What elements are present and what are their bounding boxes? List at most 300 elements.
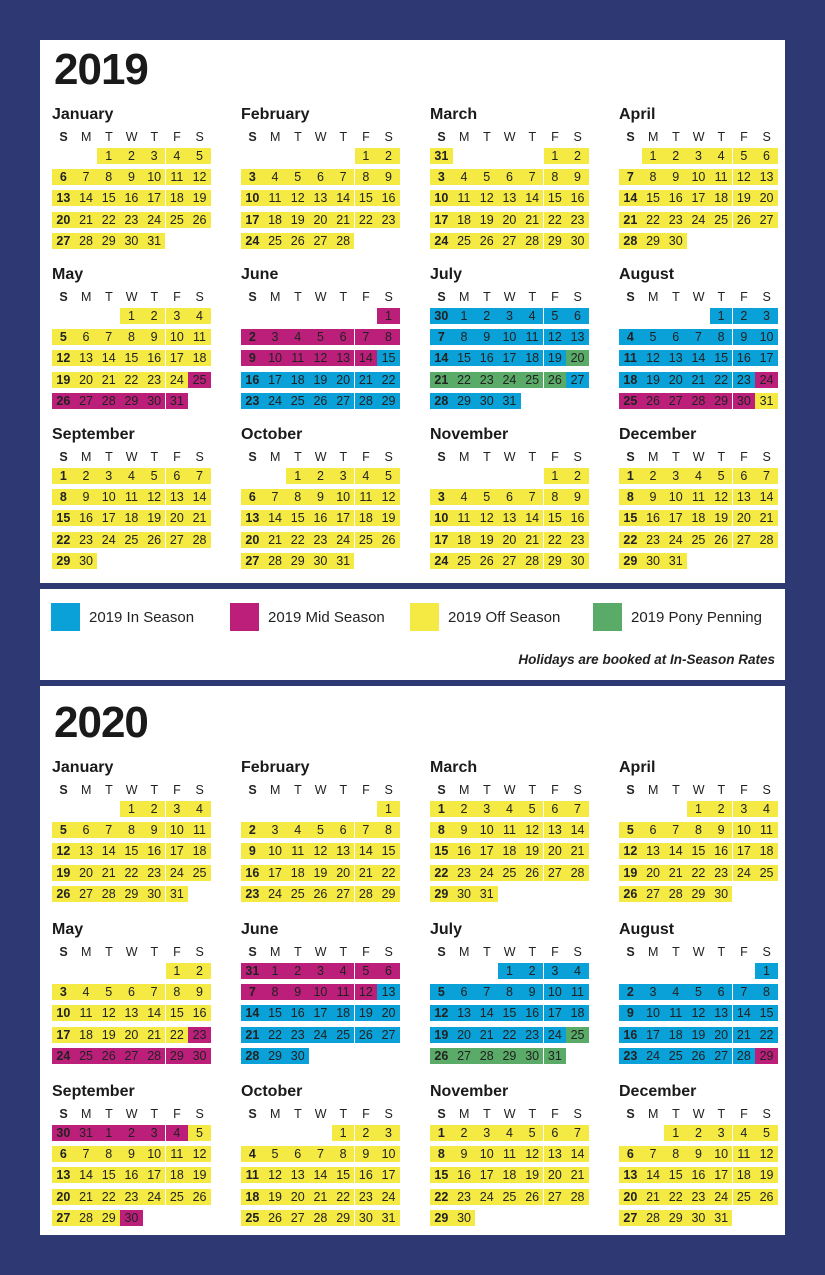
calendar-day: 17 bbox=[143, 1167, 166, 1183]
calendar-day: 30 bbox=[521, 1048, 544, 1064]
calendar-day: 5 bbox=[544, 308, 567, 324]
calendar-day: 25 bbox=[286, 393, 309, 409]
calendar-day: 21 bbox=[75, 212, 98, 228]
weekday-header: F bbox=[551, 130, 559, 144]
calendar-day: 3 bbox=[264, 329, 287, 345]
calendar-day: 2 bbox=[241, 329, 264, 345]
calendar-day: 21 bbox=[188, 510, 211, 526]
calendar-day: 15 bbox=[430, 843, 453, 859]
calendar-day: 18 bbox=[332, 1005, 355, 1021]
calendar-day: 8 bbox=[687, 822, 710, 838]
weekday-header: S bbox=[59, 945, 68, 959]
calendar-day: 29 bbox=[52, 553, 75, 569]
calendar-day: 19 bbox=[475, 532, 498, 548]
weekday-header: W bbox=[692, 450, 705, 464]
calendar-day: 21 bbox=[241, 1027, 264, 1043]
calendar-day: 21 bbox=[75, 1189, 98, 1205]
calendar-day: 16 bbox=[143, 843, 166, 859]
calendar-day: 1 bbox=[619, 468, 642, 484]
calendar-day: 24 bbox=[755, 372, 778, 388]
weekday-header: S bbox=[59, 783, 68, 797]
legend-label: 2019 Mid Season bbox=[268, 609, 385, 626]
weekday-header: M bbox=[647, 945, 659, 959]
calendar-day: 25 bbox=[521, 372, 544, 388]
calendar-day: 17 bbox=[687, 190, 710, 206]
calendar-day: 5 bbox=[430, 984, 453, 1000]
calendar-day: 31 bbox=[143, 233, 166, 249]
weekday-header: S bbox=[195, 450, 204, 464]
month-name: January bbox=[52, 106, 114, 123]
weekday-header: S bbox=[384, 130, 393, 144]
calendar-day: 24 bbox=[475, 1189, 498, 1205]
calendar-day: 22 bbox=[355, 212, 378, 228]
calendar-day: 23 bbox=[521, 1027, 544, 1043]
calendar-day: 15 bbox=[332, 1167, 355, 1183]
weekday-header: T bbox=[150, 783, 159, 797]
weekday-header: M bbox=[647, 783, 659, 797]
calendar-day: 11 bbox=[498, 822, 521, 838]
calendar-day: 20 bbox=[544, 1167, 567, 1183]
calendar-day: 4 bbox=[664, 984, 687, 1000]
month-name: March bbox=[430, 106, 478, 123]
calendar-day: 1 bbox=[430, 801, 453, 817]
weekday-header: S bbox=[384, 1107, 393, 1121]
in-season-swatch bbox=[51, 603, 80, 631]
calendar-day: 24 bbox=[166, 372, 189, 388]
calendar-day: 22 bbox=[166, 1027, 189, 1043]
calendar-day: 5 bbox=[475, 489, 498, 505]
calendar-day: 19 bbox=[309, 865, 332, 881]
calendar-day: 4 bbox=[286, 329, 309, 345]
weekday-header: S bbox=[59, 450, 68, 464]
calendar-day: 28 bbox=[566, 1189, 589, 1205]
calendar-day: 21 bbox=[521, 212, 544, 228]
calendar-day: 27 bbox=[241, 553, 264, 569]
calendar-day: 8 bbox=[642, 169, 665, 185]
calendar-day: 11 bbox=[286, 843, 309, 859]
month-name: March bbox=[430, 759, 478, 776]
calendar-day: 28 bbox=[475, 1048, 498, 1064]
calendar-day: 10 bbox=[664, 489, 687, 505]
calendar-day: 17 bbox=[544, 1005, 567, 1021]
weekday-header: T bbox=[672, 290, 680, 304]
calendar-day: 16 bbox=[143, 350, 166, 366]
month-april bbox=[619, 106, 799, 260]
calendar-day: 3 bbox=[687, 148, 710, 164]
calendar-day: 4 bbox=[264, 169, 287, 185]
calendar-day: 7 bbox=[733, 984, 756, 1000]
calendar-day: 14 bbox=[309, 1167, 332, 1183]
weekday-header: T bbox=[672, 130, 680, 144]
calendar-day: 17 bbox=[642, 1027, 665, 1043]
calendar-day: 16 bbox=[286, 1005, 309, 1021]
calendar-day: 14 bbox=[566, 1146, 589, 1162]
weekday-header: S bbox=[437, 130, 446, 144]
calendar-day: 24 bbox=[52, 1048, 75, 1064]
calendar-day: 20 bbox=[75, 865, 98, 881]
calendar-day: 23 bbox=[566, 532, 589, 548]
calendar-day: 10 bbox=[642, 1005, 665, 1021]
weekday-header: T bbox=[294, 945, 302, 959]
calendar-day: 10 bbox=[687, 169, 710, 185]
weekday-header: T bbox=[150, 130, 159, 144]
calendar-day: 13 bbox=[453, 1005, 476, 1021]
calendar-day: 13 bbox=[544, 822, 567, 838]
calendar-day: 28 bbox=[97, 393, 120, 409]
calendar-day: 7 bbox=[687, 329, 710, 345]
weekday-header: M bbox=[647, 1107, 659, 1121]
calendar-day: 21 bbox=[755, 510, 778, 526]
calendar-day: 30 bbox=[75, 553, 98, 569]
calendar-day: 5 bbox=[97, 984, 120, 1000]
weekday-header: S bbox=[573, 290, 582, 304]
calendar-day: 4 bbox=[188, 801, 211, 817]
calendar-day: 4 bbox=[710, 148, 733, 164]
calendar-day: 27 bbox=[664, 393, 687, 409]
calendar-day: 11 bbox=[355, 489, 378, 505]
month-name: December bbox=[619, 426, 697, 443]
month-name: November bbox=[430, 1083, 509, 1100]
calendar-day: 13 bbox=[52, 1167, 75, 1183]
calendar-day: 8 bbox=[52, 489, 75, 505]
calendar-day: 17 bbox=[710, 1167, 733, 1183]
calendar-day: 7 bbox=[97, 822, 120, 838]
calendar-day: 11 bbox=[166, 1146, 189, 1162]
calendar-day: 24 bbox=[143, 1189, 166, 1205]
calendar-day: 3 bbox=[241, 169, 264, 185]
calendar-day: 2 bbox=[355, 1125, 378, 1141]
calendar-day: 24 bbox=[264, 886, 287, 902]
month-name: September bbox=[52, 426, 135, 443]
calendar-day: 20 bbox=[642, 865, 665, 881]
calendar-day: 6 bbox=[52, 169, 75, 185]
calendar-day: 23 bbox=[120, 212, 143, 228]
calendar-day: 17 bbox=[755, 350, 778, 366]
calendar-day: 22 bbox=[687, 865, 710, 881]
calendar-day: 14 bbox=[687, 350, 710, 366]
calendar-day: 27 bbox=[52, 1210, 75, 1226]
weekday-header: S bbox=[384, 450, 393, 464]
calendar-day: 5 bbox=[52, 329, 75, 345]
calendar-day: 23 bbox=[309, 532, 332, 548]
calendar-day: 16 bbox=[241, 865, 264, 881]
calendar-day: 17 bbox=[332, 510, 355, 526]
weekday-header: S bbox=[384, 290, 393, 304]
calendar-day: 28 bbox=[521, 553, 544, 569]
calendar-day: 25 bbox=[241, 1210, 264, 1226]
month-december bbox=[619, 426, 799, 580]
calendar-day: 26 bbox=[143, 532, 166, 548]
calendar-day: 20 bbox=[166, 510, 189, 526]
weekday-header: W bbox=[692, 945, 705, 959]
calendar-day: 9 bbox=[521, 984, 544, 1000]
calendar-day: 18 bbox=[498, 1167, 521, 1183]
calendar-day: 27 bbox=[733, 532, 756, 548]
calendar-day: 9 bbox=[642, 489, 665, 505]
calendar-day: 12 bbox=[188, 1146, 211, 1162]
calendar-day: 8 bbox=[120, 822, 143, 838]
calendar-day: 18 bbox=[188, 843, 211, 859]
calendar-day: 1 bbox=[166, 963, 189, 979]
calendar-day: 14 bbox=[332, 190, 355, 206]
calendar-day: 23 bbox=[355, 1189, 378, 1205]
calendar-day: 13 bbox=[498, 510, 521, 526]
calendar-day: 14 bbox=[521, 510, 544, 526]
calendar-day: 22 bbox=[52, 532, 75, 548]
calendar-day: 7 bbox=[521, 489, 544, 505]
calendar-day: 30 bbox=[642, 553, 665, 569]
calendar-day: 5 bbox=[642, 329, 665, 345]
calendar-day: 29 bbox=[687, 886, 710, 902]
calendar-day: 11 bbox=[619, 350, 642, 366]
calendar-day: 7 bbox=[75, 169, 98, 185]
weekday-header: F bbox=[551, 783, 559, 797]
calendar-day: 31 bbox=[755, 393, 778, 409]
calendar-day: 9 bbox=[143, 329, 166, 345]
calendar-day: 25 bbox=[166, 1189, 189, 1205]
weekday-header: M bbox=[269, 290, 281, 304]
month-name: September bbox=[52, 1083, 135, 1100]
calendar-day: 6 bbox=[52, 1146, 75, 1162]
calendar-day: 11 bbox=[498, 1146, 521, 1162]
calendar-day: 6 bbox=[75, 822, 98, 838]
calendar-day: 5 bbox=[619, 822, 642, 838]
calendar-day: 24 bbox=[332, 532, 355, 548]
calendar-day: 23 bbox=[566, 212, 589, 228]
legend-label: 2019 Off Season bbox=[448, 609, 561, 626]
calendar-day: 29 bbox=[453, 393, 476, 409]
calendar-day: 5 bbox=[521, 1125, 544, 1141]
calendar-day: 18 bbox=[566, 1005, 589, 1021]
weekday-header: F bbox=[173, 290, 181, 304]
calendar-day: 2 bbox=[120, 148, 143, 164]
calendar-day: 26 bbox=[475, 233, 498, 249]
calendar-day: 23 bbox=[241, 886, 264, 902]
calendar-day: 16 bbox=[377, 190, 400, 206]
weekday-header: M bbox=[458, 783, 470, 797]
month-march bbox=[430, 759, 610, 913]
weekday-header: M bbox=[269, 945, 281, 959]
calendar-day: 27 bbox=[755, 212, 778, 228]
calendar-day: 5 bbox=[687, 984, 710, 1000]
calendar-day: 10 bbox=[498, 329, 521, 345]
calendar-day: 6 bbox=[544, 1125, 567, 1141]
calendar-day: 10 bbox=[733, 822, 756, 838]
calendar-day: 27 bbox=[642, 886, 665, 902]
calendar-day: 19 bbox=[642, 372, 665, 388]
weekday-header: F bbox=[740, 945, 748, 959]
calendar-day: 26 bbox=[264, 1210, 287, 1226]
weekday-header: S bbox=[626, 945, 635, 959]
calendar-day: 7 bbox=[475, 984, 498, 1000]
calendar-day: 30 bbox=[120, 1210, 143, 1226]
calendar-day: 8 bbox=[355, 169, 378, 185]
calendar-day: 3 bbox=[143, 148, 166, 164]
calendar-day: 16 bbox=[521, 1005, 544, 1021]
calendar-day: 13 bbox=[710, 1005, 733, 1021]
calendar-day: 4 bbox=[166, 1125, 189, 1141]
weekday-header: T bbox=[294, 783, 302, 797]
weekday-header: S bbox=[762, 130, 771, 144]
calendar-2020-panel bbox=[40, 686, 785, 1235]
calendar-day: 30 bbox=[309, 553, 332, 569]
legend-label: 2019 Pony Penning bbox=[631, 609, 762, 626]
calendar-day: 23 bbox=[377, 212, 400, 228]
calendar-day: 10 bbox=[332, 489, 355, 505]
calendar-day: 6 bbox=[566, 308, 589, 324]
weekday-header: M bbox=[80, 783, 92, 797]
weekday-header: S bbox=[248, 945, 257, 959]
calendar-day: 14 bbox=[75, 1167, 98, 1183]
calendar-day: 29 bbox=[498, 1048, 521, 1064]
calendar-day: 9 bbox=[566, 169, 589, 185]
calendar-day: 14 bbox=[755, 489, 778, 505]
calendar-day: 14 bbox=[355, 843, 378, 859]
calendar-day: 26 bbox=[188, 1189, 211, 1205]
calendar-day: 10 bbox=[143, 169, 166, 185]
calendar-day: 9 bbox=[710, 822, 733, 838]
calendar-day: 15 bbox=[120, 843, 143, 859]
calendar-day: 22 bbox=[544, 532, 567, 548]
weekday-header: T bbox=[150, 290, 159, 304]
calendar-day: 7 bbox=[355, 329, 378, 345]
weekday-header: F bbox=[173, 130, 181, 144]
calendar-day: 17 bbox=[498, 350, 521, 366]
month-may bbox=[52, 921, 232, 1075]
calendar-day: 6 bbox=[453, 984, 476, 1000]
month-march bbox=[430, 106, 610, 260]
weekday-header: T bbox=[717, 290, 726, 304]
calendar-day: 24 bbox=[241, 233, 264, 249]
calendar-day: 17 bbox=[97, 510, 120, 526]
calendar-day: 3 bbox=[166, 801, 189, 817]
calendar-day: 18 bbox=[521, 350, 544, 366]
month-december bbox=[619, 1083, 799, 1237]
calendar-day: 15 bbox=[687, 843, 710, 859]
weekday-header: T bbox=[483, 1107, 491, 1121]
calendar-day: 28 bbox=[355, 393, 378, 409]
calendar-day: 30 bbox=[52, 1125, 75, 1141]
calendar-day: 22 bbox=[619, 532, 642, 548]
weekday-header: W bbox=[503, 945, 516, 959]
calendar-day: 1 bbox=[332, 1125, 355, 1141]
calendar-day: 24 bbox=[166, 865, 189, 881]
calendar-day: 28 bbox=[521, 233, 544, 249]
calendar-day: 10 bbox=[166, 329, 189, 345]
calendar-day: 19 bbox=[733, 190, 756, 206]
weekday-header: S bbox=[248, 783, 257, 797]
calendar-day: 16 bbox=[566, 510, 589, 526]
calendar-day: 18 bbox=[687, 510, 710, 526]
calendar-day: 19 bbox=[286, 212, 309, 228]
calendar-day: 14 bbox=[264, 510, 287, 526]
calendar-day: 14 bbox=[733, 1005, 756, 1021]
calendar-day: 15 bbox=[377, 350, 400, 366]
calendar-day: 11 bbox=[166, 169, 189, 185]
calendar-day: 20 bbox=[332, 865, 355, 881]
calendar-day: 29 bbox=[544, 233, 567, 249]
calendar-day: 6 bbox=[309, 169, 332, 185]
calendar-day: 15 bbox=[264, 1005, 287, 1021]
weekday-header: S bbox=[626, 1107, 635, 1121]
weekday-header: T bbox=[483, 130, 491, 144]
month-name: April bbox=[619, 759, 656, 776]
weekday-header: M bbox=[269, 450, 281, 464]
calendar-day: 4 bbox=[687, 468, 710, 484]
calendar-day: 11 bbox=[453, 510, 476, 526]
calendar-day: 23 bbox=[241, 393, 264, 409]
calendar-day: 24 bbox=[475, 865, 498, 881]
calendar-day: 27 bbox=[710, 1048, 733, 1064]
calendar-day: 11 bbox=[188, 329, 211, 345]
calendar-day: 21 bbox=[521, 532, 544, 548]
calendar-day: 25 bbox=[619, 393, 642, 409]
calendar-day: 31 bbox=[475, 886, 498, 902]
weekday-header: T bbox=[672, 783, 680, 797]
calendar-day: 14 bbox=[619, 190, 642, 206]
month-june bbox=[241, 921, 421, 1075]
calendar-day: 22 bbox=[120, 865, 143, 881]
weekday-header: T bbox=[483, 945, 491, 959]
month-july bbox=[430, 266, 610, 420]
calendar-day: 18 bbox=[166, 190, 189, 206]
weekday-header: S bbox=[573, 130, 582, 144]
weekday-header: T bbox=[339, 783, 348, 797]
weekday-header: T bbox=[483, 290, 491, 304]
weekday-header: M bbox=[647, 130, 659, 144]
calendar-day: 29 bbox=[377, 886, 400, 902]
calendar-day: 2 bbox=[733, 308, 756, 324]
calendar-day: 22 bbox=[430, 1189, 453, 1205]
calendar-day: 29 bbox=[264, 1048, 287, 1064]
weekday-header: S bbox=[573, 783, 582, 797]
calendar-day: 10 bbox=[166, 822, 189, 838]
calendar-day: 28 bbox=[687, 393, 710, 409]
weekday-header: S bbox=[437, 945, 446, 959]
calendar-day: 19 bbox=[687, 1027, 710, 1043]
calendar-day: 18 bbox=[188, 350, 211, 366]
calendar-day: 8 bbox=[332, 1146, 355, 1162]
weekday-header: T bbox=[339, 290, 348, 304]
month-name: February bbox=[241, 759, 310, 776]
calendar-day: 15 bbox=[453, 350, 476, 366]
weekday-header: S bbox=[762, 450, 771, 464]
calendar-day: 15 bbox=[120, 350, 143, 366]
calendar-day: 8 bbox=[264, 984, 287, 1000]
calendar-day: 11 bbox=[120, 489, 143, 505]
calendar-day: 12 bbox=[286, 190, 309, 206]
calendar-day: 25 bbox=[710, 212, 733, 228]
calendar-day: 6 bbox=[332, 329, 355, 345]
calendar-day: 27 bbox=[544, 865, 567, 881]
calendar-day: 2 bbox=[664, 148, 687, 164]
calendar-day: 7 bbox=[97, 329, 120, 345]
calendar-day: 1 bbox=[710, 308, 733, 324]
calendar-day: 17 bbox=[430, 532, 453, 548]
month-name: June bbox=[241, 921, 279, 938]
calendar-day: 25 bbox=[498, 865, 521, 881]
calendar-day: 31 bbox=[710, 1210, 733, 1226]
calendar-day: 30 bbox=[120, 233, 143, 249]
calendar-day: 1 bbox=[355, 148, 378, 164]
calendar-day: 14 bbox=[188, 489, 211, 505]
calendar-day: 19 bbox=[97, 1027, 120, 1043]
calendar-day: 18 bbox=[75, 1027, 98, 1043]
calendar-day: 27 bbox=[120, 1048, 143, 1064]
calendar-day: 28 bbox=[430, 393, 453, 409]
weekday-header: T bbox=[339, 945, 348, 959]
calendar-day: 20 bbox=[377, 1005, 400, 1021]
